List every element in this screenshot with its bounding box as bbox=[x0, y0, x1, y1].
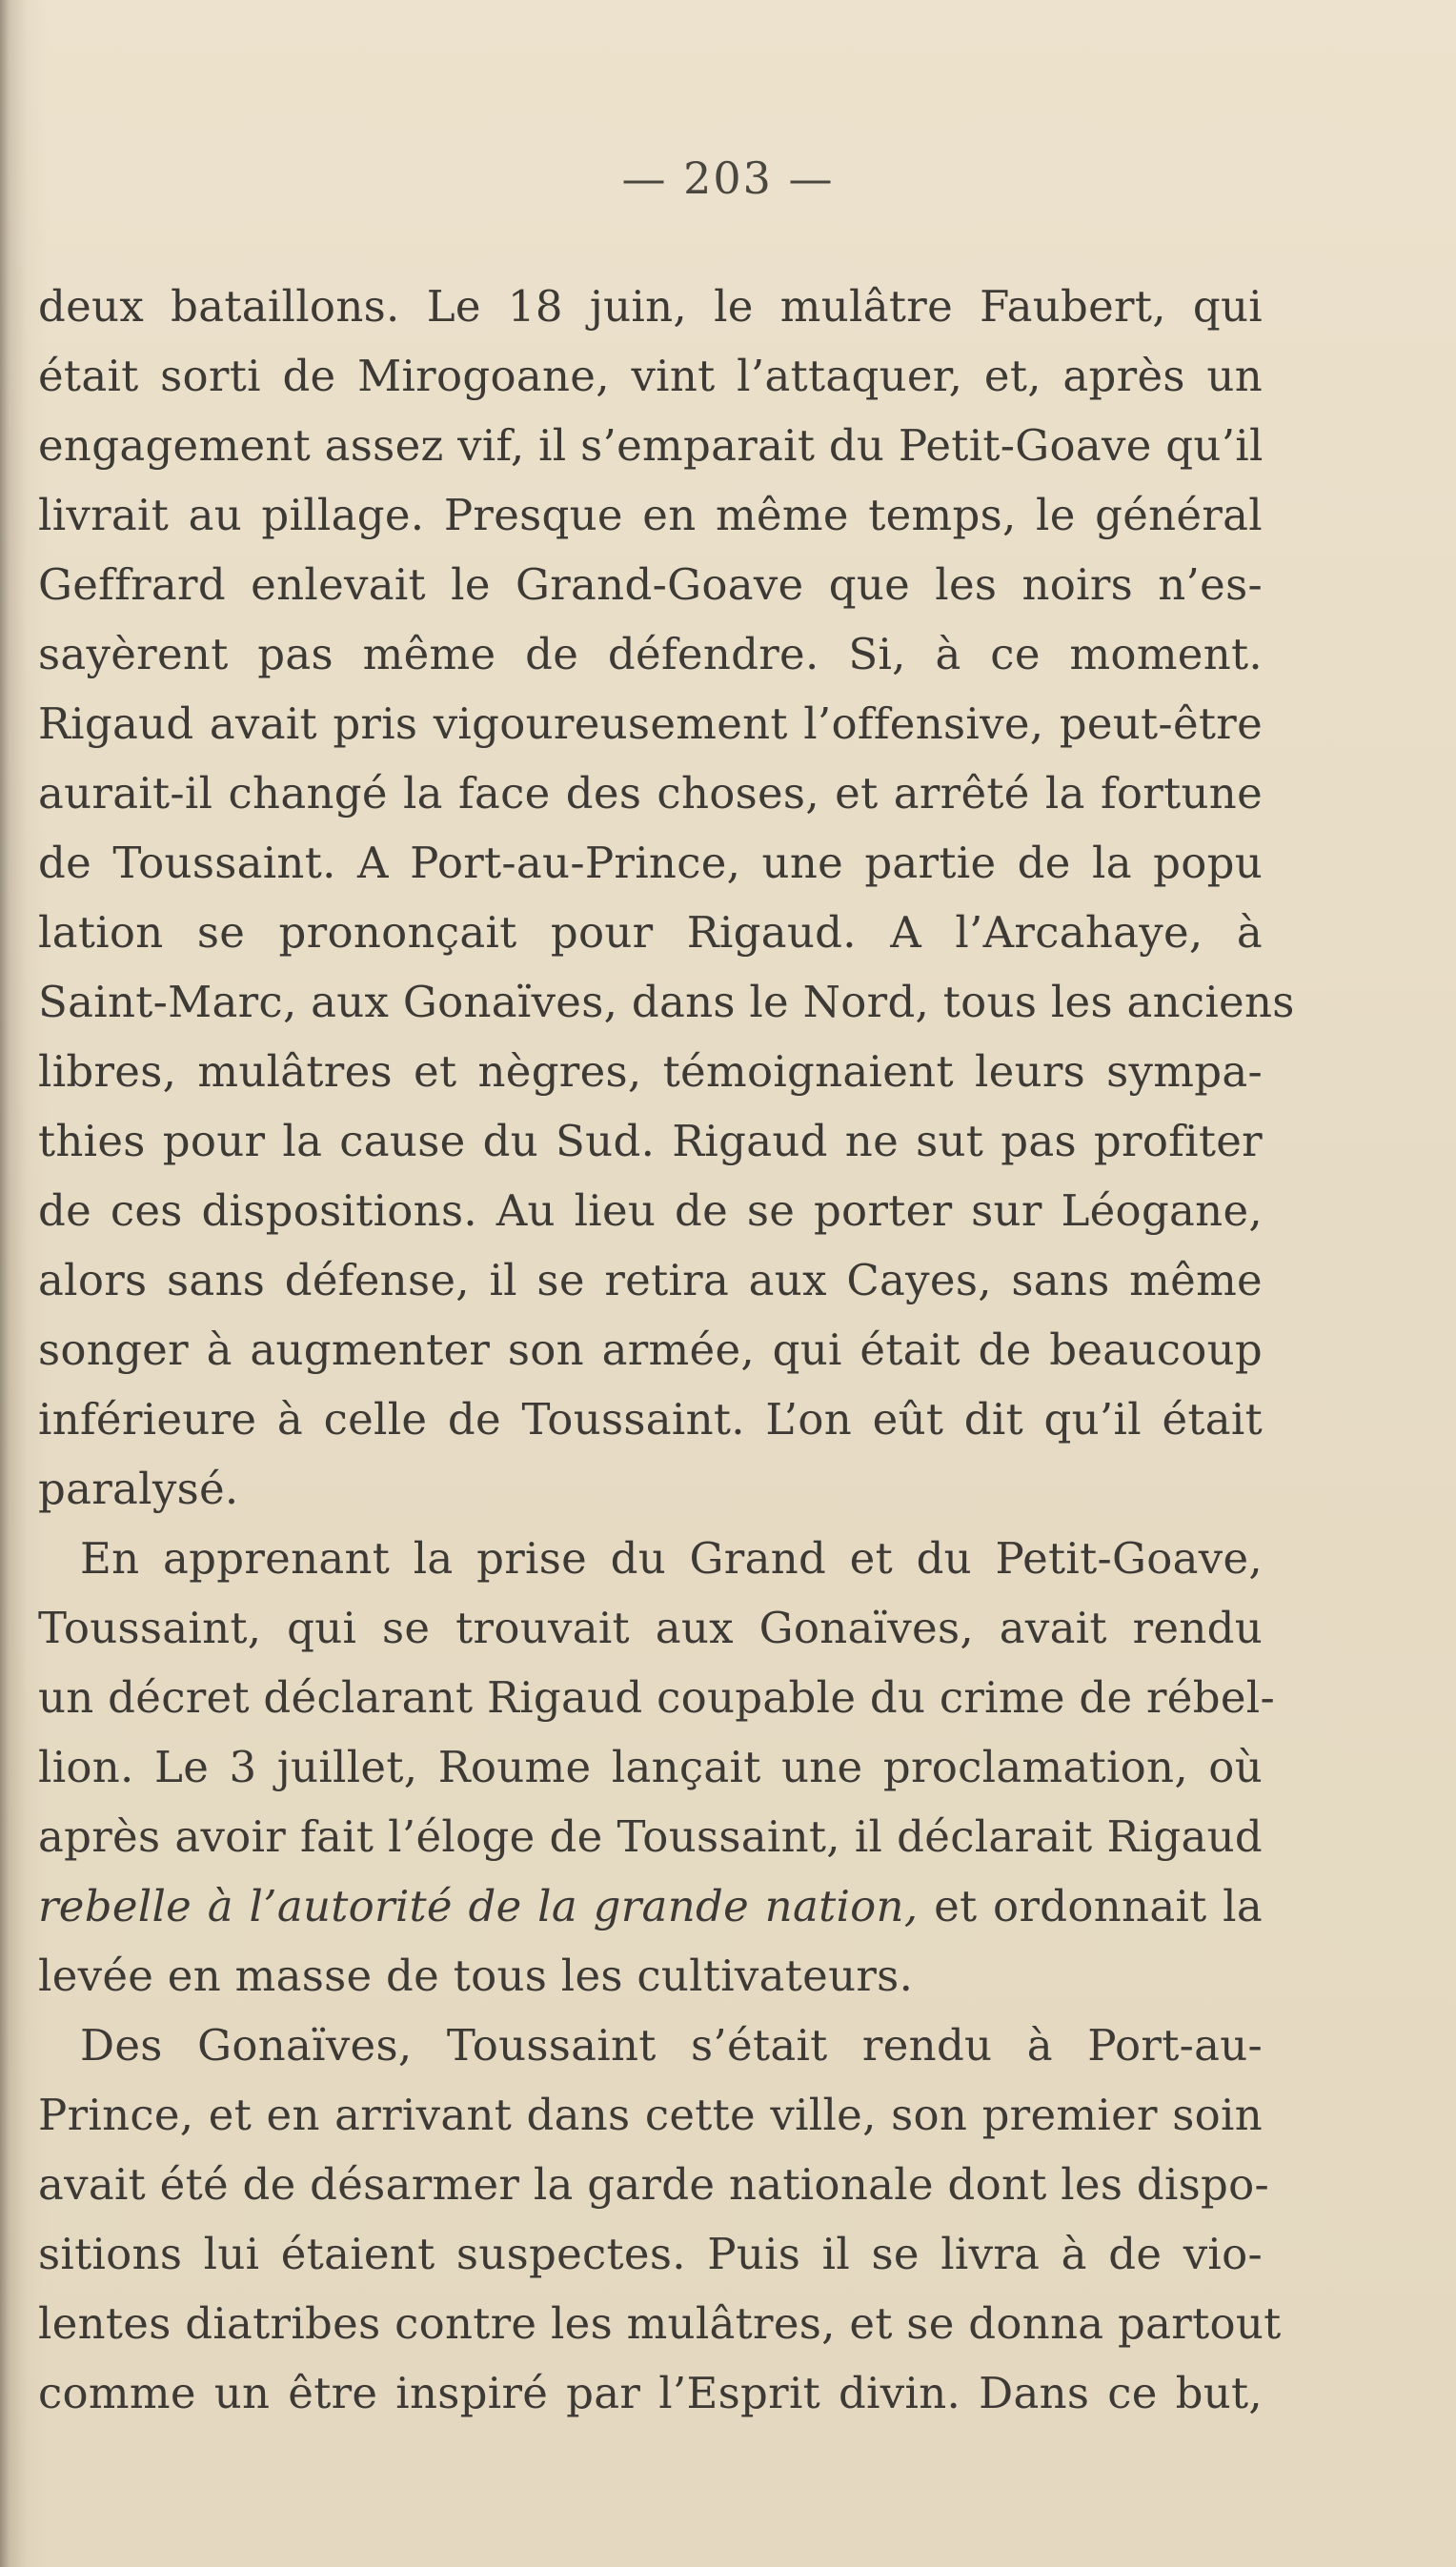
text-line: paralysé. bbox=[38, 1464, 239, 1514]
text-line: inférieure à celle de Toussaint. L’on eût dit qu’il était bbox=[38, 1394, 1263, 1445]
paragraph-1 bbox=[38, 272, 1295, 1524]
italic-quote: rebelle à l’autorité de la grande nation, bbox=[38, 1881, 919, 1931]
text-line: songer à augmenter son armée, qui était de beaucoup bbox=[38, 1324, 1263, 1375]
text-line: lentes diatribes contre les mulâtres, et se donna partout bbox=[38, 2298, 1282, 2349]
text-line: aurait-il changé la face des choses, et arrêté la fortune bbox=[38, 768, 1263, 819]
text-line: thies pour la cause du Sud. Rigaud ne sut pas profiter bbox=[38, 1116, 1263, 1166]
text-line: Des Gonaïves, Toussaint s’était rendu à Port-au- bbox=[80, 2020, 1263, 2071]
text-line: libres, mulâtres et nègres, témoignaient leurs sympa- bbox=[38, 1046, 1263, 1097]
text-line: sayèrent pas même de défendre. Si, à ce moment. bbox=[38, 629, 1263, 679]
text-line: Toussaint, qui se trouvait aux Gonaïves, avait rendu bbox=[38, 1603, 1263, 1653]
text-line: Geffrard enlevait le Grand-Goave que les noirs n’es- bbox=[38, 559, 1263, 610]
text-line: alors sans défense, il se retira aux Cayes, sans même bbox=[38, 1255, 1263, 1305]
text-line: Rigaud avait pris vigoureusement l’offensive, peut-être bbox=[38, 698, 1263, 749]
text-line: de ces dispositions. Au lieu de se porter sur Léogane, bbox=[38, 1185, 1263, 1236]
paragraph-2 bbox=[38, 1524, 1275, 2011]
body-text bbox=[38, 272, 1295, 2428]
text-run: et ordonnait la bbox=[918, 1881, 1264, 1931]
text-line: lation se prononçait pour Rigaud. A l’Arcahaye, à bbox=[38, 907, 1263, 958]
text-line: Saint-Marc, aux Gonaïves, dans le Nord, tous les anciens bbox=[38, 977, 1295, 1027]
text-line: était sorti de Mirogoane, vint l’attaquer, et, après un bbox=[38, 351, 1263, 401]
paragraph-3 bbox=[38, 2011, 1282, 2428]
text-line: lion. Le 3 juillet, Roume lançait une proclamation, où bbox=[38, 1742, 1263, 1792]
text-line-with-italic bbox=[38, 1871, 1263, 1941]
text-line: deux bataillons. Le 18 juin, le mulâtre Faubert, qui bbox=[38, 281, 1263, 332]
text-line: avait été de désarmer la garde nationale dont les dispo- bbox=[38, 2159, 1270, 2210]
text-line: engagement assez vif, il s’emparait du Petit-Goave qu’il bbox=[38, 420, 1264, 471]
text-line: de Toussaint. A Port-au-Prince, une partie de la popu bbox=[38, 838, 1263, 888]
text-line: un décret déclarant Rigaud coupable du crime de rébel- bbox=[38, 1672, 1275, 1723]
text-line: levée en masse de tous les cultivateurs. bbox=[38, 1951, 914, 2001]
text-line: livrait au pillage. Presque en même temps, le général bbox=[38, 490, 1263, 540]
text-line: Prince, et en arrivant dans cette ville, son premier soin bbox=[38, 2090, 1263, 2140]
text-line: après avoir fait l’éloge de Toussaint, il déclarait Rigaud bbox=[38, 1811, 1263, 1862]
text-line: comme un être inspiré par l’Esprit divin. Dans ce but, bbox=[38, 2368, 1263, 2418]
text-line: En apprenant la prise du Grand et du Petit-Goave, bbox=[80, 1533, 1263, 1584]
page-number: — 203 — bbox=[621, 152, 835, 204]
text-line: sitions lui étaient suspectes. Puis il se livra à de vio- bbox=[38, 2229, 1263, 2279]
